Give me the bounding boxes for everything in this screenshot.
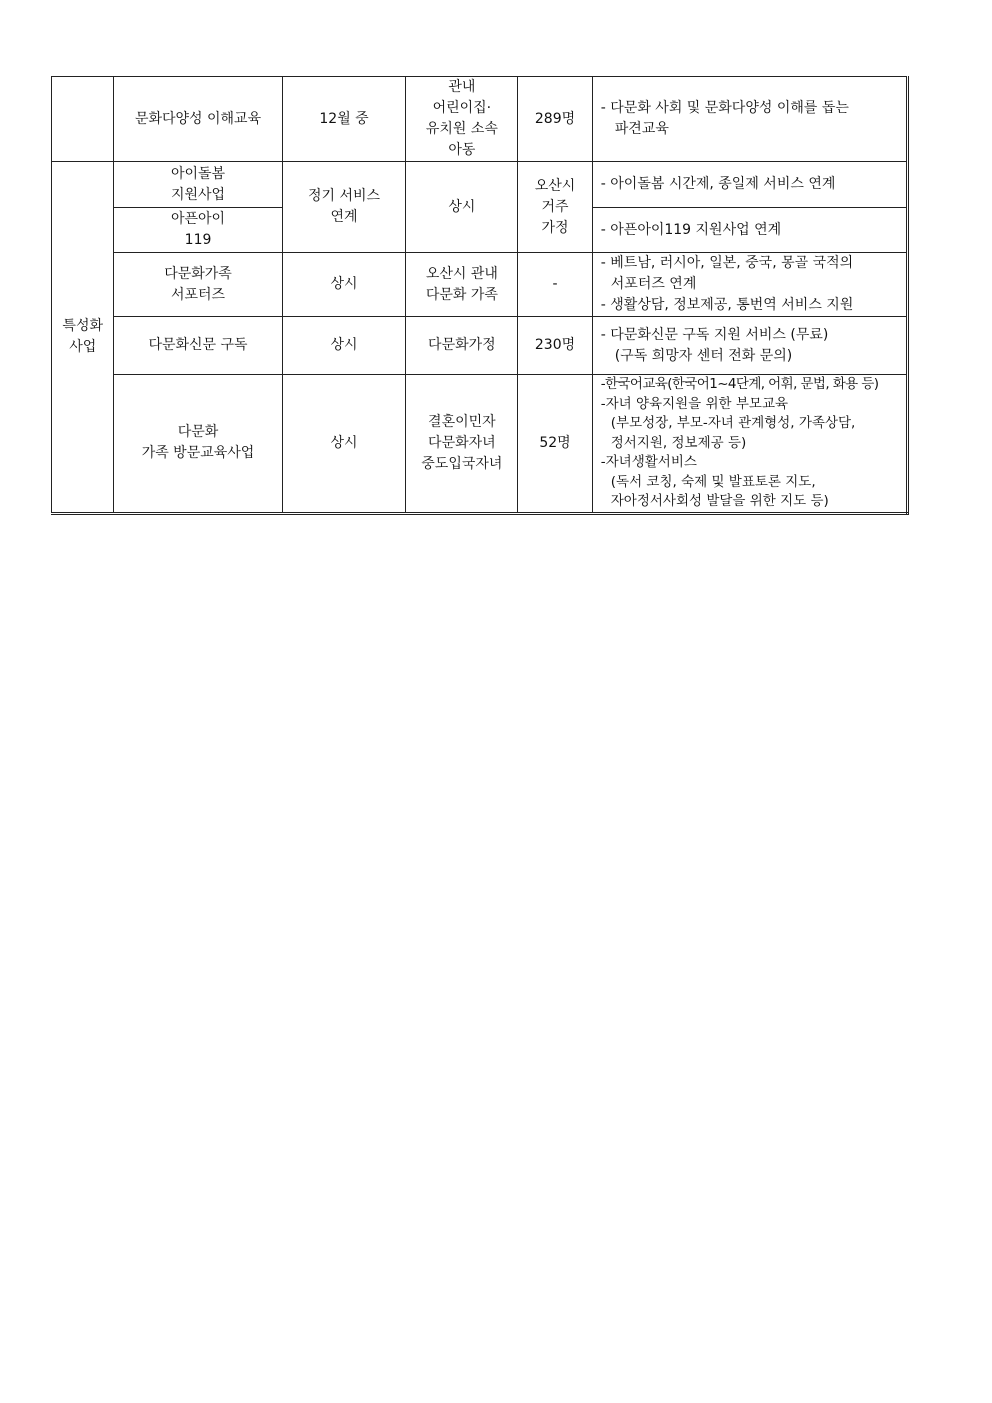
target-line: 아동	[448, 142, 476, 158]
description-cell	[592, 317, 907, 375]
period-text: 상시	[330, 337, 358, 353]
description-cell	[592, 208, 907, 253]
program-line: 서포터즈	[170, 286, 226, 303]
period-text: 상시	[330, 434, 358, 451]
program-table	[51, 76, 909, 515]
description-line: -자녀 양육지원을 위한 부모교육	[600, 395, 789, 412]
category-cell	[52, 162, 114, 514]
description-cell	[592, 375, 907, 514]
program-line: 다문화가족	[164, 265, 232, 282]
program-name: 문화다양성 이해교육	[134, 110, 262, 127]
program-name-cell	[114, 253, 282, 317]
target-text: 상시	[448, 198, 476, 215]
program-name-cell	[114, 375, 282, 514]
target-line: 유치원 소속	[425, 121, 498, 137]
description-line: (독서 코칭, 숙제 및 발표토론 지도,	[610, 473, 816, 490]
description-line: - 다문화 사회 및 문화다양성 이해를 돕는	[600, 100, 849, 116]
description-line: - 다문화신문 구독 지원 서비스 (무료)	[600, 326, 829, 343]
target-cell	[406, 162, 518, 253]
period-cell	[282, 253, 406, 317]
description-line: (부모성장, 부모-자녀 관계형성, 가족상담,	[610, 415, 856, 431]
count-line: 가정	[541, 219, 569, 236]
period-line: 정기 서비스	[308, 188, 381, 204]
table-row	[52, 317, 908, 375]
count-cell	[518, 317, 593, 375]
table-row	[52, 162, 908, 208]
program-line: 아이돌봄	[170, 165, 226, 182]
description-cell	[592, 77, 907, 162]
period-cell	[282, 375, 406, 514]
target-line: 어린이집·	[432, 100, 492, 116]
period-text: 12월 중	[319, 110, 369, 127]
target-line: 결혼이민자	[428, 413, 496, 430]
target-text: 다문화가정	[428, 337, 496, 353]
target-line: 오산시 관내	[425, 265, 498, 282]
count-cell	[518, 162, 593, 253]
program-name-cell	[114, 317, 282, 375]
target-cell	[406, 375, 518, 514]
table-row	[52, 77, 908, 162]
program-line: 가족 방문교육사업	[141, 445, 255, 462]
program-name-cell	[114, 77, 282, 162]
target-cell	[406, 77, 518, 162]
description-line: - 아픈아이119 지원사업 연계	[600, 221, 782, 238]
period-cell	[282, 317, 406, 375]
program-line: 아픈아이	[170, 211, 226, 227]
target-line: 다문화자녀	[428, 434, 496, 451]
description-cell	[592, 162, 907, 208]
description-line: - 베트남, 러시아, 일본, 중국, 몽골 국적의	[600, 255, 854, 271]
description-line: 정서지원, 정보제공 등)	[610, 434, 747, 451]
period-cell	[282, 162, 406, 253]
program-name: 다문화신문 구독	[148, 337, 248, 353]
count-cell	[518, 375, 593, 514]
period-line: 연계	[330, 209, 358, 225]
program-line: 119	[184, 232, 212, 248]
target-cell	[406, 317, 518, 375]
program-name-cell	[114, 208, 282, 253]
description-cell	[592, 253, 907, 317]
target-line: 다문화 가족	[425, 286, 498, 303]
description-line: 자아정서사회성 발달을 위한 지도 등)	[610, 493, 829, 509]
program-line: 다문화	[177, 424, 219, 441]
program-name-cell	[114, 162, 282, 208]
period-cell	[282, 77, 406, 162]
table-row	[52, 253, 908, 317]
description-line: - 생활상담, 정보제공, 통번역 서비스 지원	[600, 297, 854, 313]
description-line: - 아이돌봄 시간제, 종일제 서비스 연계	[600, 176, 836, 192]
count-text: -	[552, 276, 558, 292]
category-cell-empty	[52, 77, 114, 162]
description-line: (구독 희망자 센터 전화 문의)	[614, 347, 793, 364]
count-line: 오산시	[534, 177, 576, 194]
table-row	[52, 375, 908, 514]
target-cell	[406, 253, 518, 317]
category-line: 특성화	[62, 317, 103, 334]
description-line: 파견교육	[614, 121, 669, 137]
description-line: -한국어교육(한국어1~4단계, 어휘, 문법, 화용 등)	[600, 376, 879, 392]
count-text: 52명	[539, 434, 571, 451]
period-text: 상시	[330, 276, 358, 292]
count-cell	[518, 77, 593, 162]
count-text: 289명	[534, 110, 576, 127]
program-line: 지원사업	[170, 186, 226, 203]
count-text: 230명	[534, 337, 576, 353]
description-line: 서포터즈 연계	[610, 276, 697, 292]
target-line: 중도입국자녀	[421, 455, 503, 472]
description-line: -자녀생활서비스	[600, 454, 697, 470]
count-cell	[518, 253, 593, 317]
target-line: 관내	[448, 79, 476, 95]
count-line: 거주	[541, 198, 569, 215]
category-line: 사업	[69, 338, 97, 355]
